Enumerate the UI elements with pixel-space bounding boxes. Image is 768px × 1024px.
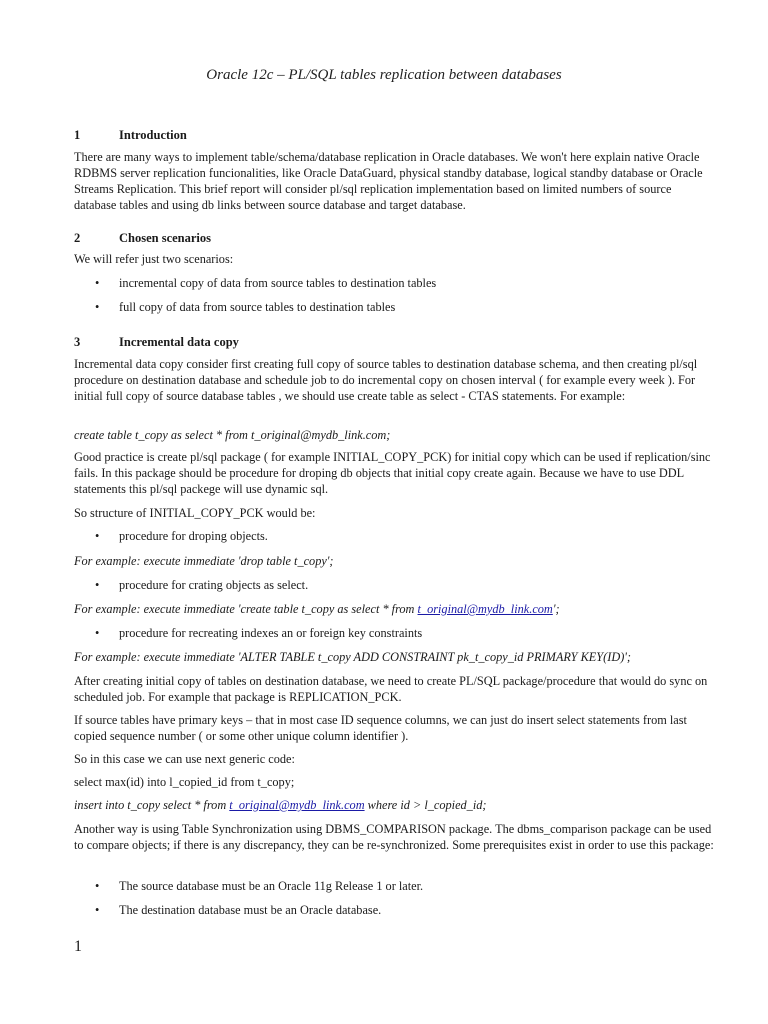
list-item: • procedure for droping objects. [95, 529, 268, 543]
code-insert-select: insert into t_copy select * from t_original@mydb_link.com where id > l_copied_id; [74, 798, 487, 812]
section-heading-incremental-data-copy [74, 335, 239, 350]
code-select-max: select max(id) into l_copied_id from t_copy; [74, 775, 295, 789]
bullet-icon: • [95, 903, 100, 917]
code-ctas-example: create table t_copy as select * from t_original@mydb_link.com; [74, 428, 391, 442]
example-drop-table: For example: execute immediate 'drop table t_copy'; [74, 554, 334, 568]
page-number: 1 [74, 938, 82, 955]
section-heading-chosen-scenarios [74, 231, 211, 246]
list-item: • full copy of data from source tables to destination tables [95, 300, 396, 314]
section-number: 1 [74, 128, 81, 142]
generic-code-intro: So in this case we can use next generic code: [74, 752, 295, 766]
primary-keys-paragraph: If source tables have primary keys – that in most case ID sequence columns, we can just do insert select statements from last copied sequence number ( or some other unique column identifier ). [74, 713, 687, 743]
section-number: 3 [74, 335, 81, 349]
section-heading-introduction [74, 128, 187, 143]
structure-paragraph: So structure of INITIAL_COPY_PCK would be: [74, 506, 316, 520]
list-item: • The source database must be an Oracle 11g Release 1 or later. [95, 879, 424, 893]
section-title: Introduction [119, 128, 187, 142]
bullet-icon: • [95, 626, 100, 640]
bullet-icon: • [95, 276, 100, 290]
db-link-hyperlink[interactable]: t_original@mydb_link.com [229, 798, 365, 812]
dbms-comparison-paragraph: Another way is using Table Synchronization using DBMS_COMPARISON package. The dbms_comparison package can be used to compare objects; if there is any discrepancy, they can be re-synchronized. Some prerequisites exist in order to use this package: [74, 822, 714, 852]
example-alter-table: For example: execute immediate 'ALTER TABLE t_copy ADD CONSTRAINT pk_t_copy_id PRIMARY KEY(ID)'; [74, 650, 632, 664]
list-item: • procedure for recreating indexes an or foreign key constraints [95, 626, 423, 640]
incremental-paragraph: Incremental data copy consider first creating full copy of source tables to destination database schema, and then creating pl/sql procedure on destination database and schedule job to do incremental copy on chosen interval ( for example every week ). For initial full copy of source database tables , we should use create table as select - CTAS statements. For example: [74, 357, 698, 403]
list-item: • procedure for crating objects as select. [95, 578, 309, 592]
bullet-icon: • [95, 578, 100, 592]
intro-paragraph: There are many ways to implement table/schema/database replication in Oracle databases. We won't here explain native Oracle RDBMS server replication funcionalities, like Oracle DataGuard, physical standby database, logical standby database or Oracle Streams Replication. This brief report will consider pl/sql replication implementation based on limited numbers of source database tables and using db links between source database and target database. [74, 150, 703, 212]
scenarios-intro: We will refer just two scenarios: [74, 252, 234, 266]
section-number: 2 [74, 231, 81, 245]
bullet-icon: • [95, 529, 100, 543]
section-title: Incremental data copy [119, 335, 239, 349]
bullet-icon: • [95, 879, 100, 893]
after-initial-copy-paragraph: After creating initial copy of tables on destination database, we need to create PL/SQL package/procedure that would do sync on scheduled job. For example that package is REPLICATION_PCK. [74, 674, 708, 704]
section-title: Chosen scenarios [119, 231, 212, 245]
db-link-hyperlink[interactable]: t_original@mydb_link.com [417, 602, 553, 616]
list-item: • The destination database must be an Oracle database. [95, 903, 382, 917]
list-item: • incremental copy of data from source tables to destination tables [95, 276, 437, 290]
example-create-table: For example: execute immediate 'create table t_copy as select * from t_original@mydb_link.com'; [74, 602, 560, 616]
good-practice-paragraph: Good practice is create pl/sql package ( for example INITIAL_COPY_PCK) for initial copy which can be used if replication/sinc fails. In this package should be procedure for droping db objects that initial copy create again. Because we have to use DDL statements this pl/sql packege will use dynamic sql. [74, 450, 711, 496]
document-title: Oracle 12c – PL/SQL tables replication between databases [206, 67, 562, 83]
bullet-icon: • [95, 300, 100, 314]
